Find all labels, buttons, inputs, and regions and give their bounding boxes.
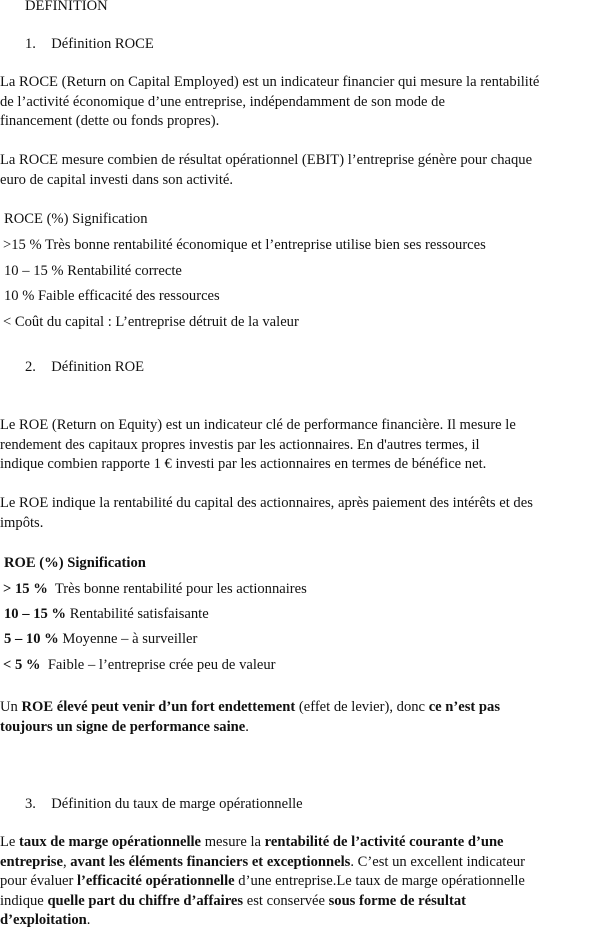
text-run: (effet de levier), donc [295, 699, 429, 715]
text-line: impôts. [0, 514, 44, 531]
text-line: financement (dette ou fonds propres). [0, 113, 220, 129]
roe-table-row [4, 605, 616, 625]
bold-run: ROE élevé peut venir d’un fort endettement [21, 699, 296, 715]
text-run: indique [0, 892, 48, 909]
roe-table-row [3, 580, 616, 600]
roe-meaning: Très bonne rentabilité pour les actionnaires [54, 581, 307, 597]
roe-range: > 15 % [3, 581, 48, 597]
roce-heading-number: 1. [25, 36, 36, 52]
roe-paragraph-2 [0, 494, 616, 533]
roce-table-row: 10 – 15 % Rentabilité correcte [4, 263, 182, 279]
roce-table-row: < Coût du capital : L’entreprise détruit de la valeur [3, 314, 299, 330]
roce-table-header: ROCE (%) Signification [4, 211, 148, 227]
text-line: Le ROE indique la rentabilité du capital des actionnaires, après paiement des intérêts et des [0, 495, 533, 511]
text-line: La ROCE (Return on Capital Employed) est un indicateur financier qui mesure la rentabilité [0, 74, 540, 90]
bold-run: quelle part du chiffre d’affaires [47, 892, 244, 909]
roce-table-row: >15 % Très bonne rentabilité économique et l’entreprise utilise bien ses ressources [3, 237, 486, 253]
roe-range: < 5 % [3, 657, 41, 673]
margin-heading-text: Définition du taux de marge opérationnelle [51, 796, 303, 812]
text-run: pour évaluer [0, 873, 77, 889]
document-title: DEFINITION [25, 0, 108, 14]
text-run: . [245, 718, 249, 735]
text-run: , [62, 853, 71, 870]
roe-table-row [4, 630, 616, 650]
bold-run: sous forme de résultat [328, 892, 466, 909]
text-run: Un [0, 699, 22, 715]
bold-run: ce n’est pas [428, 699, 501, 715]
roe-table-row [3, 656, 616, 676]
margin-heading-number: 3. [25, 796, 36, 812]
roce-heading [25, 35, 616, 55]
bold-run: d’exploitation [0, 912, 87, 928]
text-line: rendement des capitaux propres investis par les actionnaires. En d'autres termes, il [0, 436, 480, 453]
roe-table-header: ROE (%) Signification [4, 555, 146, 571]
bold-run: rentabilité de l’activité courante d’une [264, 834, 504, 850]
text-run: est conservée [243, 892, 329, 909]
roce-table-row: 10 % Faible efficacité des ressources [4, 288, 220, 304]
roce-paragraph-2 [0, 151, 616, 190]
bold-run: toujours un signe de performance saine [0, 718, 246, 735]
text-line: de l’activité économique d’une entreprise, indépendamment de son mode de [0, 93, 445, 110]
roe-meaning: Moyenne – à surveiller [62, 631, 198, 647]
roe-heading [25, 358, 616, 378]
bold-run: taux de marge opérationnelle [19, 834, 202, 850]
roe-heading-text: Définition ROE [51, 359, 145, 375]
margin-paragraph [0, 833, 616, 931]
text-run: Le [0, 834, 20, 850]
roe-range: 10 – 15 % [4, 606, 67, 622]
bold-run: l’efficacité opérationnelle [77, 873, 235, 889]
text-run: d’une entreprise.Le taux de marge opérationnelle [234, 873, 525, 889]
text-line: indique combien rapporte 1 € investi par les actionnaires en termes de bénéfice net. [0, 456, 487, 472]
roce-heading-text: Définition ROCE [51, 36, 154, 52]
roe-note [0, 698, 616, 737]
text-line: euro de capital investi dans son activité. [0, 171, 234, 188]
text-run: . C’est un excellent indicateur [350, 853, 525, 870]
roe-meaning: Rentabilité satisfaisante [69, 606, 209, 622]
roe-heading-number: 2. [25, 359, 36, 375]
bold-run: avant les éléments financiers et exceptionnels [70, 853, 351, 870]
text-line: Le ROE (Return on Equity) est un indicateur clé de performance financière. Il mesure le [0, 417, 516, 433]
roce-paragraph-1 [0, 73, 616, 132]
text-run: mesure la [201, 834, 265, 850]
roe-range: 5 – 10 % [4, 631, 59, 647]
text-line: La ROCE mesure combien de résultat opérationnel (EBIT) l’entreprise génère pour chaque [0, 152, 533, 168]
bold-run: entreprise [0, 853, 63, 870]
text-run: . [86, 912, 91, 928]
roe-meaning: Faible – l’entreprise crée peu de valeur [47, 657, 276, 673]
roe-paragraph-1 [0, 416, 616, 475]
margin-heading [25, 795, 616, 815]
